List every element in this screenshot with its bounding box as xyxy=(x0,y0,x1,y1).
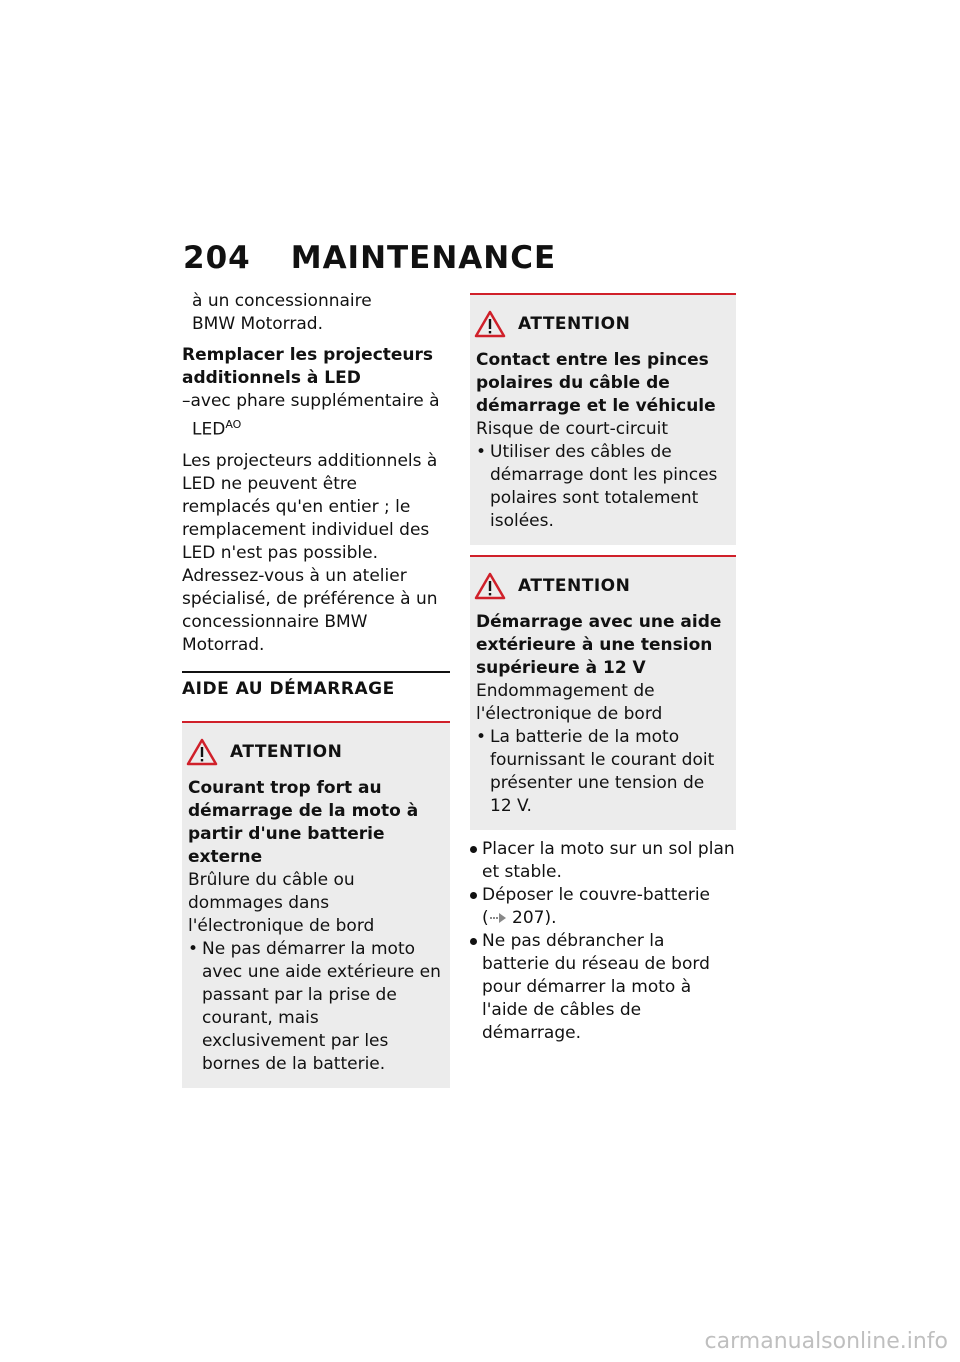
step-item: Placer la moto sur un sol plan et stable. xyxy=(470,838,736,884)
page-header xyxy=(183,240,556,276)
warning-consequence: Risque de court-circuit xyxy=(476,419,668,439)
warning-bullet: • La batterie de la moto fournissant le courant doit présenter une tension de 12 V. xyxy=(476,726,730,818)
section-title: AIDE AU DÉMARRAGE xyxy=(182,671,450,699)
warning-triangle-icon xyxy=(474,572,506,600)
page-number: 204 xyxy=(183,240,251,276)
intro-line-1: à un concessionnaire xyxy=(192,291,372,311)
watermark: carmanualsonline.info xyxy=(704,1329,948,1354)
warning-title: ATTENTION xyxy=(518,576,631,596)
warning-consequence: Brûlure du câble ou dommages dans l'électronique de bord xyxy=(188,869,375,936)
warning-triangle-icon xyxy=(186,738,218,766)
option-code: AO xyxy=(225,418,242,431)
page-reference-arrow-icon xyxy=(489,912,507,924)
warning-heading: Contact entre les pinces polaires du câble de démarrage et le véhicule xyxy=(476,350,716,416)
chapter-title: MAINTENANCE xyxy=(290,240,557,276)
warning-heading: Courant trop fort au démarrage de la moto à partir d'une batterie externe xyxy=(188,777,419,867)
warning-box-3 xyxy=(470,555,736,830)
intro-line-2: BMW Motorrad. xyxy=(192,314,323,334)
warning-bullet: • Ne pas démarrer la moto avec une aide extérieure en passant par la prise de courant, mais exclusivement par les bornes de la batterie. xyxy=(188,938,444,1076)
left-column xyxy=(182,290,450,1088)
page-reference[interactable]: 207). xyxy=(512,908,557,928)
warning-title: ATTENTION xyxy=(230,741,343,762)
warning-consequence: Endommagement de l'électronique de bord xyxy=(476,681,663,724)
warning-heading: Démarrage avec une aide extérieure à une tension supérieure à 12 V xyxy=(476,612,722,678)
warning-bullet: • Utiliser des câbles de démarrage dont les pinces polaires sont totalement isolées. xyxy=(476,441,730,533)
step-item: Ne pas débrancher la batterie du réseau de bord pour démarrer la moto à l'aide de câbles de démarrage. xyxy=(470,930,736,1045)
step-item: Déposer le couvre-batterie ( 207). xyxy=(470,884,736,930)
replace-heading: Remplacer les projecteurs additionnels à LED xyxy=(182,345,434,388)
option-line: –avec phare supplémentaire à $LED^{AO}$ xyxy=(182,391,440,440)
paragraph-led: Les projecteurs additionnels à LED ne peuvent être remplacés qu'en entier ; le remplacement individuel des LED n'est pas possible. xyxy=(182,450,438,563)
option-text: avec phare supplémentaire à LED xyxy=(190,391,440,440)
warning-triangle-icon xyxy=(474,310,506,338)
paragraph-workshop: Adressez-vous à un atelier spécialisé, de préférence à un concessionnaire BMW Motorrad. xyxy=(182,565,438,655)
warning-box-1 xyxy=(182,721,450,1088)
warning-box-2 xyxy=(470,293,736,545)
right-column xyxy=(470,293,736,1045)
warning-title: ATTENTION xyxy=(518,314,631,334)
step-text: Déposer le couvre-batterie xyxy=(482,885,710,905)
